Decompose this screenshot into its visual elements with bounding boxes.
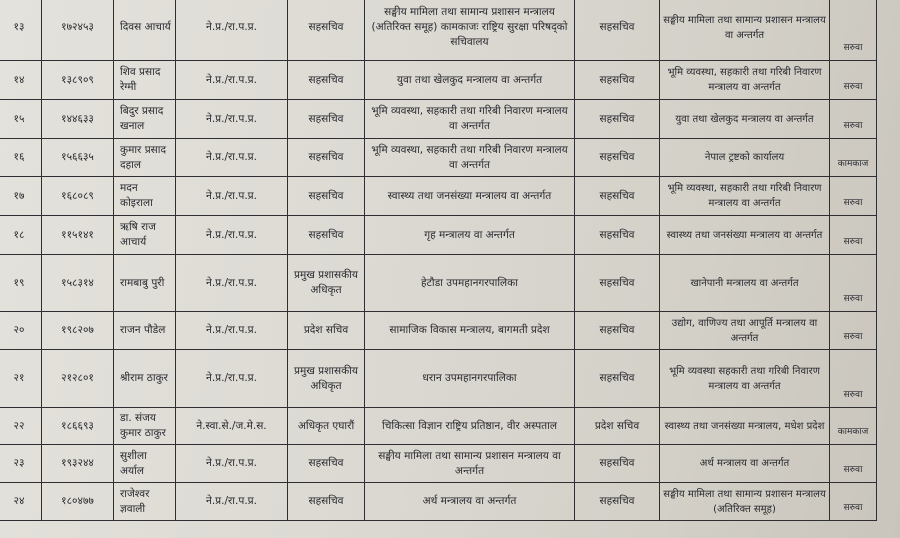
serial-number-cell: १७ <box>0 177 42 216</box>
table-row <box>0 216 877 255</box>
current-office-cell: भूमि व्यवस्था, सहकारी तथा गरिबी निवारण मन्त्रालय वा अन्तर्गत <box>365 100 575 139</box>
remarks-cell: सरुवा <box>830 216 877 255</box>
remarks-cell: सरुवा <box>830 0 877 61</box>
current-post-cell: प्रदेश सचिव <box>288 312 365 350</box>
remarks-cell: कामकाज <box>830 139 877 177</box>
service-group-cell: ने.प्र./रा.प.प्र. <box>176 350 288 408</box>
employee-name-cell: श्रीराम ठाकुर <box>114 350 176 408</box>
new-office-cell: उद्योग, वाणिज्य तथा आपूर्ति मन्त्रालय वा अन्तर्गत <box>660 312 830 350</box>
current-post-cell: प्रमुख प्रशासकीय अधिकृत <box>288 255 365 312</box>
current-office-cell: धरान उपमहानगरपालिका <box>365 350 575 408</box>
serial-number-cell: २१ <box>0 350 42 408</box>
serial-number-cell: २३ <box>0 445 42 483</box>
new-office-cell: खानेपानी मन्त्रालय वा अन्तर्गत <box>660 255 830 312</box>
new-post-cell: सहसचिव <box>575 177 660 216</box>
employee-name-cell: राजेश्वर ज्ञवाली <box>114 483 176 521</box>
new-post-cell: सहसचिव <box>575 139 660 177</box>
service-group-cell: ने.प्र./रा.प.प्र. <box>176 483 288 521</box>
table-row <box>0 408 877 445</box>
service-group-cell: ने.प्र./रा.प.प्र. <box>176 139 288 177</box>
new-post-cell: सहसचिव <box>575 100 660 139</box>
table-row <box>0 350 877 408</box>
new-office-cell: स्वास्थ्य तथा जनसंख्या मन्त्रालय वा अन्तर्गत <box>660 216 830 255</box>
current-office-cell: चिकित्सा विज्ञान राष्ट्रिय प्रतिष्ठान, वीर अस्पताल <box>365 408 575 445</box>
remarks-cell: सरुवा <box>830 100 877 139</box>
current-office-cell: अर्थ मन्त्रालय वा अन्तर्गत <box>365 483 575 521</box>
remarks-cell: सरुवा <box>830 255 877 312</box>
service-group-cell: ने.प्र./रा.प.प्र. <box>176 445 288 483</box>
employee-id-cell: २१२८०१ <box>42 350 114 408</box>
current-office-cell: स्वास्थ्य तथा जनसंख्या मन्त्रालय वा अन्तर्गत <box>365 177 575 216</box>
serial-number-cell: १४ <box>0 61 42 100</box>
employee-id-cell: १७२४५३ <box>42 0 114 61</box>
new-office-cell: युवा तथा खेलकुद मन्त्रालय वा अन्तर्गत <box>660 100 830 139</box>
employee-name-cell: ऋषि राज आचार्य <box>114 216 176 255</box>
employee-name-cell: बिदुर प्रसाद खनाल <box>114 100 176 139</box>
table-row <box>0 177 877 216</box>
employee-id-cell: १५८३१४ <box>42 255 114 312</box>
current-post-cell: सहसचिव <box>288 100 365 139</box>
new-office-cell: भूमि व्यवस्था, सहकारी तथा गरिबी निवारण मन्त्रालय वा अन्तर्गत <box>660 177 830 216</box>
current-post-cell: सहसचिव <box>288 139 365 177</box>
table-row <box>0 61 877 100</box>
new-post-cell: सहसचिव <box>575 61 660 100</box>
remarks-cell: सरुवा <box>830 483 877 521</box>
serial-number-cell: १९ <box>0 255 42 312</box>
current-office-cell: सङ्घीय मामिला तथा सामान्य प्रशासन मन्त्रालय वा अन्तर्गत <box>365 445 575 483</box>
employee-id-cell: १५६६३५ <box>42 139 114 177</box>
new-post-cell: सहसचिव <box>575 312 660 350</box>
serial-number-cell: २४ <box>0 483 42 521</box>
current-post-cell: सहसचिव <box>288 61 365 100</box>
table-row <box>0 0 877 61</box>
current-post-cell: अधिकृत एघारौं <box>288 408 365 445</box>
table-row <box>0 255 877 312</box>
remarks-cell: कामकाज <box>830 408 877 445</box>
employee-name-cell: सुशीला अर्याल <box>114 445 176 483</box>
table-row <box>0 445 877 483</box>
service-group-cell: ने.प्र./रा.प.प्र. <box>176 61 288 100</box>
service-group-cell: ने.स्वा.से./ज.मे.स. <box>176 408 288 445</box>
new-office-cell: अर्थ मन्त्रालय वा अन्तर्गत <box>660 445 830 483</box>
new-office-cell: भूमि व्यवस्था, सहकारी तथा गरिबी निवारण मन्त्रालय वा अन्तर्गत <box>660 61 830 100</box>
remarks-cell: सरुवा <box>830 61 877 100</box>
employee-id-cell: १८६६९३ <box>42 408 114 445</box>
remarks-cell: सरुवा <box>830 312 877 350</box>
service-group-cell: ने.प्र./रा.प.प्र. <box>176 312 288 350</box>
employee-name-cell: मदन कोइराला <box>114 177 176 216</box>
new-office-cell: सङ्घीय मामिला तथा सामान्य प्रशासन मन्त्रालय (अतिरिक्त समूह) <box>660 483 830 521</box>
serial-number-cell: १३ <box>0 0 42 61</box>
service-group-cell: ने.प्र./रा.प.प्र. <box>176 177 288 216</box>
employee-name-cell: राजन पौडेल <box>114 312 176 350</box>
new-post-cell: सहसचिव <box>575 445 660 483</box>
new-office-cell: भूमि व्यवस्था सहकारी तथा गरिबी निवारण मन्त्रालय वा अन्तर्गत <box>660 350 830 408</box>
current-office-cell: भूमि व्यवस्था, सहकारी तथा गरिबी निवारण मन्त्रालय वा अन्तर्गत <box>365 139 575 177</box>
remarks-cell: सरुवा <box>830 445 877 483</box>
new-post-cell: सहसचिव <box>575 216 660 255</box>
current-post-cell: सहसचिव <box>288 0 365 61</box>
table-row <box>0 312 877 350</box>
remarks-cell: सरुवा <box>830 350 877 408</box>
employee-name-cell: रामबाबु पुरी <box>114 255 176 312</box>
employee-id-cell: १९३२४४ <box>42 445 114 483</box>
employee-id-cell: ११५१४१ <box>42 216 114 255</box>
new-post-cell: सहसचिव <box>575 255 660 312</box>
current-office-cell: सामाजिक विकास मन्त्रालय, बागमती प्रदेश <box>365 312 575 350</box>
employee-id-cell: १४४६३३ <box>42 100 114 139</box>
current-office-cell: युवा तथा खेलकुद मन्त्रालय वा अन्तर्गत <box>365 61 575 100</box>
table-row <box>0 483 877 521</box>
service-group-cell: ने.प्र./रा.प.प्र. <box>176 255 288 312</box>
current-post-cell: प्रमुख प्रशासकीय अधिकृत <box>288 350 365 408</box>
employee-name-cell: कुमार प्रसाद दहाल <box>114 139 176 177</box>
current-office-cell: हेटौडा उपमहानगरपालिका <box>365 255 575 312</box>
service-group-cell: ने.प्र./रा.प.प्र. <box>176 100 288 139</box>
new-office-cell: नेपाल ट्रष्टको कार्यालय <box>660 139 830 177</box>
current-post-cell: सहसचिव <box>288 177 365 216</box>
serial-number-cell: २२ <box>0 408 42 445</box>
serial-number-cell: २० <box>0 312 42 350</box>
serial-number-cell: १८ <box>0 216 42 255</box>
service-group-cell: ने.प्र./रा.प.प्र. <box>176 0 288 61</box>
employee-id-cell: १६८०८९ <box>42 177 114 216</box>
table-row <box>0 100 877 139</box>
new-post-cell: सहसचिव <box>575 350 660 408</box>
current-office-cell: गृह मन्त्रालय वा अन्तर्गत <box>365 216 575 255</box>
remarks-cell: सरुवा <box>830 177 877 216</box>
employee-name-cell: डा. संजय कुमार ठाकुर <box>114 408 176 445</box>
new-office-cell: स्वास्थ्य तथा जनसंख्या मन्त्रालय, मधेश प्रदेश <box>660 408 830 445</box>
serial-number-cell: १६ <box>0 139 42 177</box>
current-office-cell: सङ्घीय मामिला तथा सामान्य प्रशासन मन्त्रालय (अतिरिक्त समूह) कामकाजः राष्ट्रिय सुरक्षा परिषद्को सचिवालय <box>365 0 575 61</box>
table-row <box>0 139 877 177</box>
new-post-cell: सहसचिव <box>575 0 660 61</box>
current-post-cell: सहसचिव <box>288 445 365 483</box>
employee-id-cell: १९८२०७ <box>42 312 114 350</box>
current-post-cell: सहसचिव <box>288 216 365 255</box>
current-post-cell: सहसचिव <box>288 483 365 521</box>
serial-number-cell: १५ <box>0 100 42 139</box>
employee-id-cell: १३८९०९ <box>42 61 114 100</box>
new-post-cell: प्रदेश सचिव <box>575 408 660 445</box>
employee-id-cell: १८०४७७ <box>42 483 114 521</box>
service-group-cell: ने.प्र./रा.प.प्र. <box>176 216 288 255</box>
employee-name-cell: दिवस आचार्य <box>114 0 176 61</box>
employee-name-cell: शिव प्रसाद रेग्मी <box>114 61 176 100</box>
new-office-cell: सङ्घीय मामिला तथा सामान्य प्रशासन मन्त्रालय वा अन्तर्गत <box>660 0 830 61</box>
new-post-cell: सहसचिव <box>575 483 660 521</box>
